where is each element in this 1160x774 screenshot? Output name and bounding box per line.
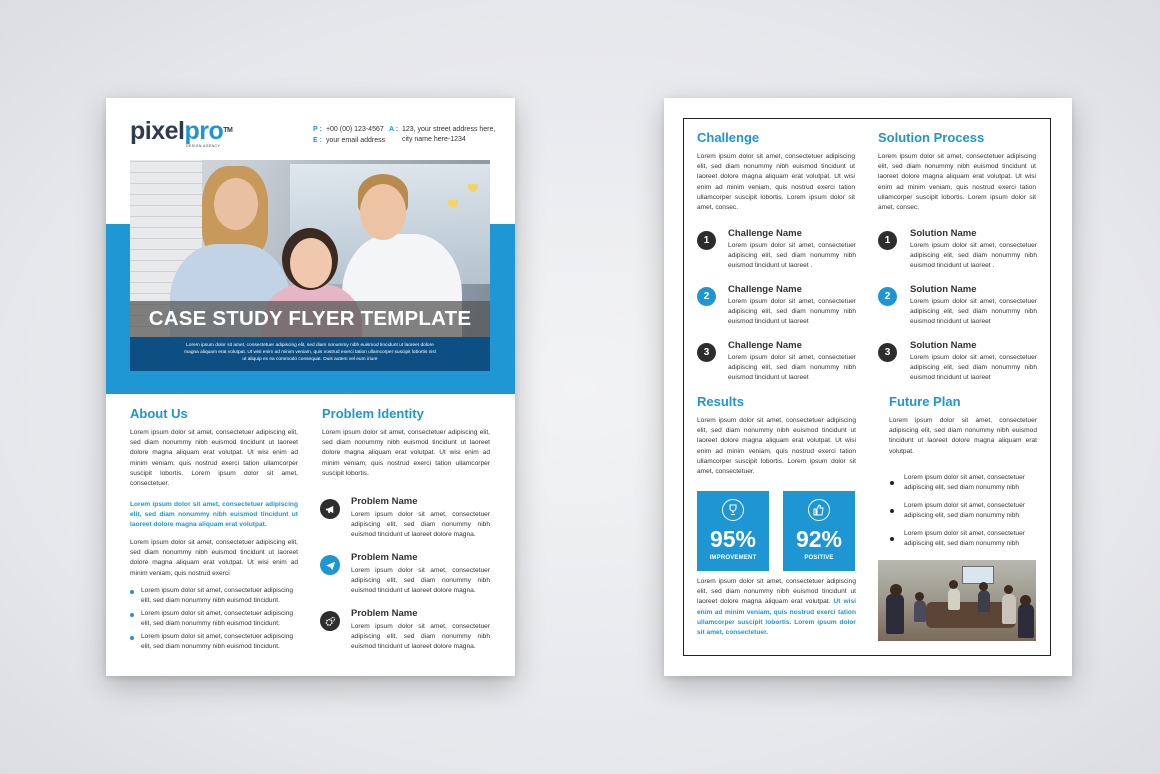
challenge-item-1-text: Lorem ipsum dolor sit amet, consectetuer adipiscing elit, sed diam nonummy nibh euismod tincidunt ut laoreet . (728, 242, 856, 270)
company-logo (130, 117, 233, 148)
about-heading: About Us (130, 406, 188, 421)
solution-number-1: 1 (878, 231, 897, 250)
future-bullet-3: Lorem ipsum dolor sit amet, consectetuer adipiscing elit, sed diam nonummy nibh (890, 529, 1040, 551)
problem-heading: Problem Identity (322, 406, 424, 421)
challenge-item-2-title: Challenge Name (728, 284, 802, 295)
stat-improvement-label: IMPROVEMENT (709, 555, 757, 561)
solution-item-3-title: Solution Name (910, 340, 977, 351)
results-paragraph-2 (697, 577, 856, 638)
results-highlight: Ut wisi enim ad minim veniam, quis nostrud exerci tation ullamcorper suscipit lobortis. Lorem ipsum dolor sit amet, consectetuer. (697, 598, 856, 637)
logo-pro-text: pro (184, 117, 224, 145)
problem-paragraph: Lorem ipsum dolor sit amet, consectetuer adipiscing elit, sed diam nonummy nibh euismod tincidunt ut laoreet dolore magna aliquam erat volutpat. Ut wisi enim ad minim veniam, quis nostrud exerci tation ullamcorper suscipit lobortis. (322, 429, 490, 477)
results-paragraph-2-text: Lorem ipsum dolor sit amet, consectetuer adipiscing elit, sed diam nonummy nibh euismod tincidunt ut laoreet dolore magna aliquam erat volutpat. (697, 578, 856, 606)
logo-pixel-text: pixel (130, 117, 185, 145)
bullet-dot-icon (890, 481, 894, 485)
problem-item-1-title: Problem Name (351, 496, 418, 507)
hero-title: CASE STUDY FLYER TEMPLATE (130, 301, 490, 337)
trophy-icon (722, 499, 744, 521)
future-bullet-1: Lorem ipsum dolor sit amet, consectetuer adipiscing elit, sed diam nonummy nibh (890, 473, 1040, 495)
challenge-number-3: 3 (697, 343, 716, 362)
bullet-dot-icon (890, 509, 894, 513)
challenge-heading: Challenge (697, 130, 760, 145)
solution-number-3: 3 (878, 343, 897, 362)
paper-plane-icon (320, 555, 340, 575)
bullet-dot-icon (130, 636, 134, 640)
address-line-2: city name here-1234 (401, 136, 466, 143)
future-plan-paragraph: Lorem ipsum dolor sit amet, consectetuer adipiscing elit, sed diam nonummy nibh euismod tincidunt ut laoreet dolore magna aliquam erat volutpat. (889, 417, 1037, 455)
phone-label: P : (313, 126, 322, 133)
email-value: your email address (325, 137, 386, 144)
megaphone-icon (320, 499, 340, 519)
about-bullet-3: Lorem ipsum dolor sit amet, consectetuer adipiscing elit, sed diam nonummy nibh euismod tincidunt. (130, 632, 300, 654)
logo-tagline: DESIGN AGENCY (186, 144, 221, 148)
address-label: A : (389, 126, 399, 133)
solution-item-2-title: Solution Name (910, 284, 977, 295)
challenge-item-3-text: Lorem ipsum dolor sit amet, consectetuer adipiscing elit, sed diam nonummy nibh euismod tincidunt ut laoreet (728, 354, 856, 382)
about-bullet-1: Lorem ipsum dolor sit amet, consectetuer adipiscing elit, sed diam nonummy nibh euismod tincidunt. (130, 586, 300, 608)
logo-trademark: TM (223, 127, 233, 134)
future-bullet-2: Lorem ipsum dolor sit amet, consectetuer adipiscing elit, sed diam nonummy nibh (890, 501, 1040, 523)
contact-email (313, 136, 385, 146)
solution-item-2-text: Lorem ipsum dolor sit amet, consectetuer adipiscing elit, sed diam nonummy nibh euismod tincidunt ut laoreet (910, 298, 1037, 326)
problem-item-1-text: Lorem ipsum dolor sit amet, consectetuer adipiscing elit, sed diam nonummy nibh euismod tincidunt ut laoreet dolore magna. (351, 511, 490, 539)
stat-positive (783, 491, 855, 571)
challenge-number-1: 1 (697, 231, 716, 250)
solution-number-2: 2 (878, 287, 897, 306)
hero-description: Lorem ipsum dolor sit amet, consectetuer adipiscing elit, sed diam nonummy nibh euismod tincidunt ut laoreet dolore magna aliquam erat volutpat. Ut wisi enim ad minim veniam, quis nostrud exerci tation ullamcorper suscipit lobortis nisl ut aliquip ex ea commodo consequat. Duis autem vel eum iriure (130, 337, 490, 371)
bullet-dot-icon (130, 613, 134, 617)
results-heading: Results (697, 394, 744, 409)
thumbs-up-icon (808, 499, 830, 521)
solution-item-1-text: Lorem ipsum dolor sit amet, consectetuer adipiscing elit, sed diam nonummy nibh euismod tincidunt ut laoreet . (910, 242, 1037, 270)
about-paragraph-1: Lorem ipsum dolor sit amet, consectetuer adipiscing elit, sed diam nonummy nibh euismod tincidunt ut laoreet dolore magna aliquam erat volutpat. Ut wisi enim ad minim veniam, quis nostrud exerci tation ullamcorper suscipit lobortis. Lorem ipsum dolor sit amet, consectetuer. (130, 429, 298, 488)
stat-positive-label: POSITIVE (804, 555, 834, 561)
solution-item-3-text: Lorem ipsum dolor sit amet, consectetuer adipiscing elit, sed diam nonummy nibh euismod tincidunt ut laoreet (910, 354, 1037, 382)
solution-paragraph: Lorem ipsum dolor sit amet, consectetuer adipiscing elit, sed diam nonummy nibh euismod tincidunt ut laoreet dolore magna aliquam erat volutpat. Ut wisi enim ad minim veniam, quis nostrud exerci tation ullamcorper suscipit lobortis. Lorem ipsum dolor sit amet, consec. (878, 153, 1036, 212)
stat-improvement-value: 95% (709, 526, 757, 552)
solution-item-1-title: Solution Name (910, 228, 977, 239)
meeting-photo (878, 560, 1036, 641)
problem-item-2-text: Lorem ipsum dolor sit amet, consectetuer adipiscing elit, sed diam nonummy nibh euismod tincidunt ut laoreet dolore magna. (351, 567, 490, 595)
stat-improvement (697, 491, 769, 571)
flyer-front-page (106, 98, 515, 676)
solution-heading: Solution Process (878, 130, 985, 145)
address-line-1: 123, your street address here, (401, 126, 496, 133)
challenge-number-2: 2 (697, 287, 716, 306)
challenge-item-2-text: Lorem ipsum dolor sit amet, consectetuer adipiscing elit, sed diam nonummy nibh euismod tincidunt ut laoreet (728, 298, 856, 326)
bullet-dot-icon (130, 590, 134, 594)
about-paragraph-2: Lorem ipsum dolor sit amet, consectetuer adipiscing elit, sed diam nonummy nibh euismod tincidunt ut laoreet dolore magna aliquam erat volutpat. Ut wisi enim ad minim veniam, quis nostrud exerci (130, 539, 298, 577)
problem-item-3-text: Lorem ipsum dolor sit amet, consectetuer adipiscing elit, sed diam nonummy nibh euismod tincidunt ut laoreet dolore magna. (351, 623, 490, 651)
results-paragraph: Lorem ipsum dolor sit amet, consectetuer adipiscing elit, sed diam nonummy nibh euismod tincidunt ut laoreet dolore magna aliquam erat volutpat. Ut wisi enim ad minim veniam, quis nostrud exerci tation ullamcorper suscipit lobortis. Lorem ipsum dolor sit amet, consectetuer. (697, 417, 856, 476)
stat-positive-value: 92% (795, 526, 843, 552)
gears-icon (320, 611, 340, 631)
bullet-dot-icon (890, 537, 894, 541)
problem-item-2-title: Problem Name (351, 552, 418, 563)
problem-item-3-title: Problem Name (351, 608, 418, 619)
email-label: E : (313, 137, 322, 144)
challenge-paragraph: Lorem ipsum dolor sit amet, consectetuer adipiscing elit, sed diam nonummy nibh euismod tincidunt ut laoreet dolore magna aliquam erat volutpat. Ut wisi enim ad minim veniam, quis nostrud exerci tation ullamcorper suscipit lobortis. Lorem ipsum dolor sit amet, consec. (697, 153, 855, 212)
flyer-back-page (664, 98, 1072, 676)
about-highlight: Lorem ipsum dolor sit amet, consectetuer adipiscing elit, sed diam nonummy nibh euismod tincidunt ut laoreet dolore magna aliquam erat volutpat. (130, 501, 298, 529)
contact-address (389, 125, 495, 145)
challenge-item-1-title: Challenge Name (728, 228, 802, 239)
challenge-item-3-title: Challenge Name (728, 340, 802, 351)
phone-value: +00 (00) 123-4567 (325, 126, 384, 133)
contact-phone (313, 125, 384, 135)
about-bullet-2: Lorem ipsum dolor sit amet, consectetuer adipiscing elit, sed diam nonummy nibh euismod tincidunt. (130, 609, 300, 631)
future-plan-heading: Future Plan (889, 394, 961, 409)
